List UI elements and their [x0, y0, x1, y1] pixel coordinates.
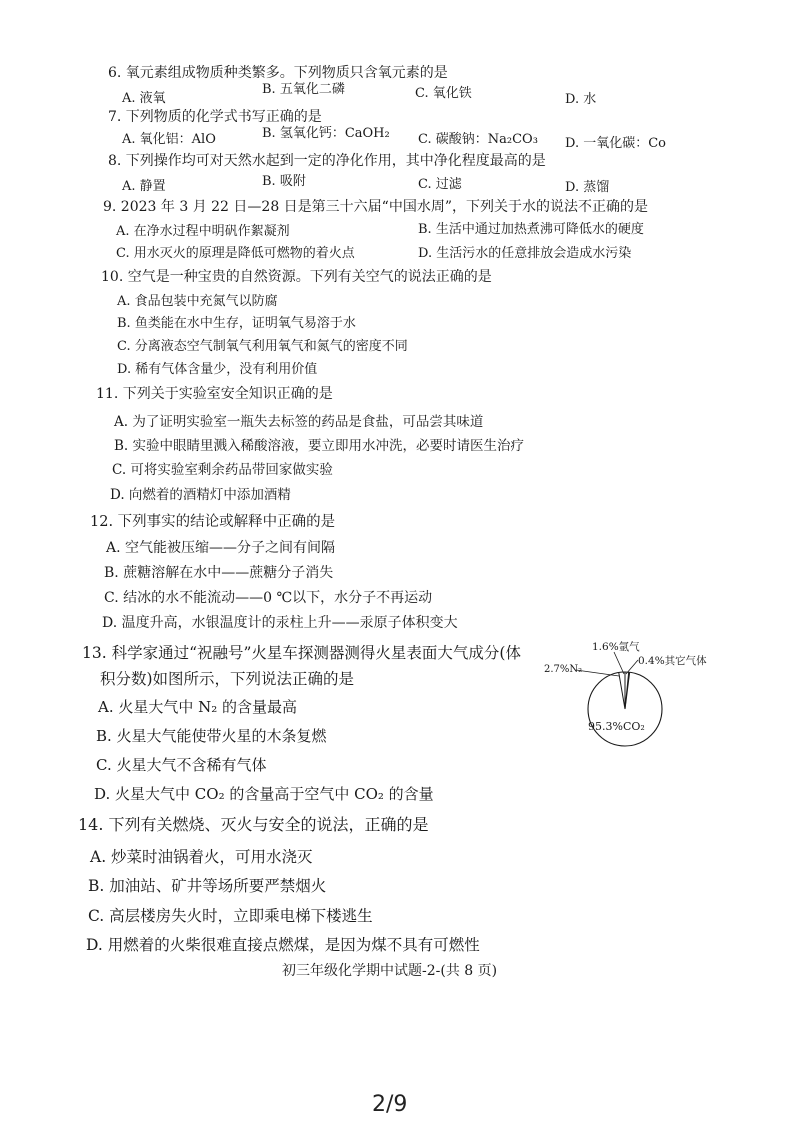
- page-footer: 初三年级化学期中试题-2-(共 8 页): [282, 963, 498, 979]
- leader-other: [626, 660, 638, 674]
- q12-option-c: C. 结冰的水不能流动——0 ℃以下，水分子不再运动: [104, 590, 433, 606]
- q9-stem: 9. 2023 年 3 月 22 日—28 日是第三十六届“中国水周”，下列关于水的说法不正确的是: [103, 199, 648, 215]
- page-number: 2/9: [372, 1092, 408, 1117]
- pie-label-其它气体: 0.4%其它气体: [638, 655, 707, 667]
- q11-option-a: A. 为了证明实验室一瓶失去标签的药品是食盐，可品尝其味道: [114, 414, 484, 430]
- q9-option-c: C. 用水灭火的原理是降低可燃物的着火点: [116, 246, 355, 261]
- q7-option-b: B. 氢氧化钙：CaOH₂: [262, 126, 390, 141]
- q13-option-a: A. 火星大气中 N₂ 的含量最高: [98, 698, 298, 716]
- q10-option-d: D. 稀有气体含量少，没有利用价值: [117, 362, 318, 377]
- q12-option-d: D. 温度升高，水银温度计的汞柱上升——汞原子体积变大: [102, 615, 458, 631]
- q6-option-c: C. 氧化铁: [415, 86, 472, 101]
- q10-option-a: A. 食品包装中充氮气以防腐: [117, 294, 278, 309]
- q12-option-b: B. 蔗糖溶解在水中——蔗糖分子消失: [104, 565, 334, 581]
- pie-label-N₂: 2.7%N₂: [544, 664, 583, 675]
- q8-option-d: D. 蒸馏: [565, 180, 610, 195]
- q11-option-b: B. 实验中眼睛里溅入稀酸溶液，要立即用水冲洗，必要时请医生治疗: [114, 438, 525, 454]
- q6-option-d: D. 水: [565, 92, 597, 107]
- leader-n2: [576, 670, 619, 676]
- q9-option-d: D. 生活污水的任意排放会造成水污染: [418, 246, 632, 261]
- q7-stem: 7. 下列物质的化学式书写正确的是: [108, 109, 322, 125]
- q12-option-a: A. 空气能被压缩——分子之间有间隔: [106, 540, 336, 556]
- q6-stem: 6. 氧元素组成物质种类繁多。下列物质只含氧元素的是: [108, 65, 448, 81]
- q7-option-c: C. 碳酸钠：Na₂CO₃: [418, 132, 538, 147]
- q13-option-b: B. 火星大气能使带火星的木条复燃: [96, 727, 327, 745]
- q11-option-d: D. 向燃着的酒精灯中添加酒精: [110, 487, 291, 503]
- q11-option-c: C. 可将实验室剩余药品带回家做实验: [112, 462, 333, 478]
- q10-option-b: B. 鱼类能在水中生存，证明氧气易溶于水: [117, 316, 356, 331]
- q8-stem: 8. 下列操作均可对天然水起到一定的净化作用，其中净化程度最高的是: [108, 153, 546, 169]
- q13-option-c: C. 火星大气不含稀有气体: [96, 756, 267, 774]
- q8-option-b: B. 吸附: [262, 174, 306, 189]
- q7-option-a: A. 氧化铝：AlO: [122, 132, 216, 147]
- leader-ar: [614, 652, 624, 674]
- q11-stem: 11. 下列关于实验室安全知识正确的是: [96, 386, 333, 402]
- q10-stem: 10. 空气是一种宝贵的自然资源。下列有关空气的说法正确的是: [101, 269, 492, 285]
- q13-option-d: D. 火星大气中 CO₂ 的含量高于空气中 CO₂ 的含量: [94, 785, 434, 803]
- q6-option-a: A. 液氧: [122, 91, 166, 106]
- q14-option-c: C. 高层楼房失火时，立即乘电梯下楼逃生: [88, 907, 373, 925]
- q14-option-b: B. 加油站、矿井等场所要严禁烟火: [88, 877, 327, 895]
- q12-stem: 12. 下列事实的结论或解释中正确的是: [90, 514, 336, 530]
- q7-option-d: D. 一氧化碳：Co: [565, 136, 666, 151]
- q13-stem-line2: 积分数)如图所示，下列说法正确的是: [100, 670, 355, 688]
- pie-label-氩气: 1.6%氩气: [592, 641, 640, 653]
- mars-atmosphere-pie-chart: [540, 636, 710, 748]
- q6-option-b: B. 五氧化二磷: [262, 82, 345, 97]
- q10-option-c: C. 分离液态空气制氧气利用氧气和氮气的密度不同: [117, 339, 408, 354]
- pie-label-CO₂: 95.3%CO₂: [588, 720, 645, 733]
- q14-stem: 14. 下列有关燃烧、灭火与安全的说法，正确的是: [78, 815, 429, 834]
- q8-option-a: A. 静置: [122, 179, 166, 194]
- q14-option-d: D. 用燃着的火柴很难直接点燃煤，是因为煤不具有可燃性: [86, 936, 480, 954]
- q14-option-a: A. 炒菜时油锅着火，可用水浇灭: [90, 848, 313, 866]
- q13-stem-line1: 13. 科学家通过“祝融号”火星车探测器测得火星表面大气成分(体: [82, 644, 521, 662]
- q8-option-c: C. 过滤: [418, 177, 462, 192]
- q9-option-a: A. 在净水过程中明矾作絮凝剂: [116, 224, 290, 239]
- q9-option-b: B. 生活中通过加热煮沸可降低水的硬度: [418, 222, 644, 237]
